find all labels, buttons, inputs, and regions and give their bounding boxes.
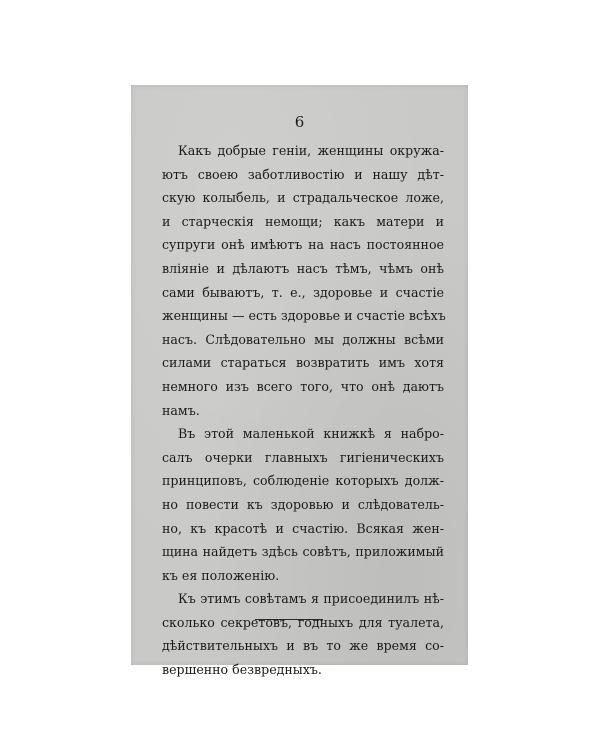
text-line: вершенно безвредныхъ. bbox=[162, 662, 322, 678]
text-line: женщины — есть здоровье и счастіе всѣхъ bbox=[162, 308, 446, 324]
text-line: ютъ своею заботливостію и нашу дѣт- bbox=[162, 166, 444, 182]
text-line: и старческія немощи; какъ матери и bbox=[162, 213, 444, 229]
body-text bbox=[162, 139, 444, 682]
text-line: салъ очерки главныхъ гигіеническихъ bbox=[162, 449, 444, 465]
text-line: Какъ добрые геніи, женщины окружа- bbox=[178, 143, 444, 158]
text-line: но, къ красотѣ и счастію. Всякая жен- bbox=[162, 520, 444, 536]
text-line: силами стараться возвратить имъ хотя bbox=[162, 355, 444, 371]
text-line: щина найдетъ здѣсь совѣтъ, приложимый bbox=[162, 544, 444, 560]
text-line: сколько секретовъ, годныхъ для туалета, bbox=[162, 614, 444, 630]
text-line: Въ этой маленькой книжкѣ я набро- bbox=[178, 426, 444, 442]
text-line: дѣйствительныхъ и въ то же время со- bbox=[162, 638, 444, 654]
page-number: 6 bbox=[294, 113, 305, 131]
text-line: вліяніе и дѣлаютъ насъ тѣмъ, чѣмъ онѣ bbox=[162, 260, 444, 276]
book-page bbox=[131, 85, 468, 678]
text-line: скую колыбель, и страдальческое ложе, bbox=[162, 190, 444, 206]
section-divider bbox=[255, 619, 323, 620]
text-line: принциповъ, соблюденіе которыхъ долж- bbox=[162, 473, 444, 489]
text-line: намъ. bbox=[162, 402, 200, 418]
text-line: къ ея положенію. bbox=[162, 567, 280, 583]
text-line: но повести къ здоровью и слѣдователь- bbox=[162, 496, 444, 512]
text-line: Къ этимъ совѣтамъ я присоединилъ нѣ- bbox=[178, 591, 444, 607]
text-line: немного изъ всего того, что онѣ даютъ bbox=[162, 378, 444, 394]
text-line: супруги онѣ имѣютъ на насъ постоянное bbox=[162, 237, 444, 253]
text-line: насъ. Слѣдовательно мы должны всѣми bbox=[162, 331, 444, 347]
text-line: сами бываютъ, т. е., здоровье и счастіе bbox=[162, 284, 444, 300]
